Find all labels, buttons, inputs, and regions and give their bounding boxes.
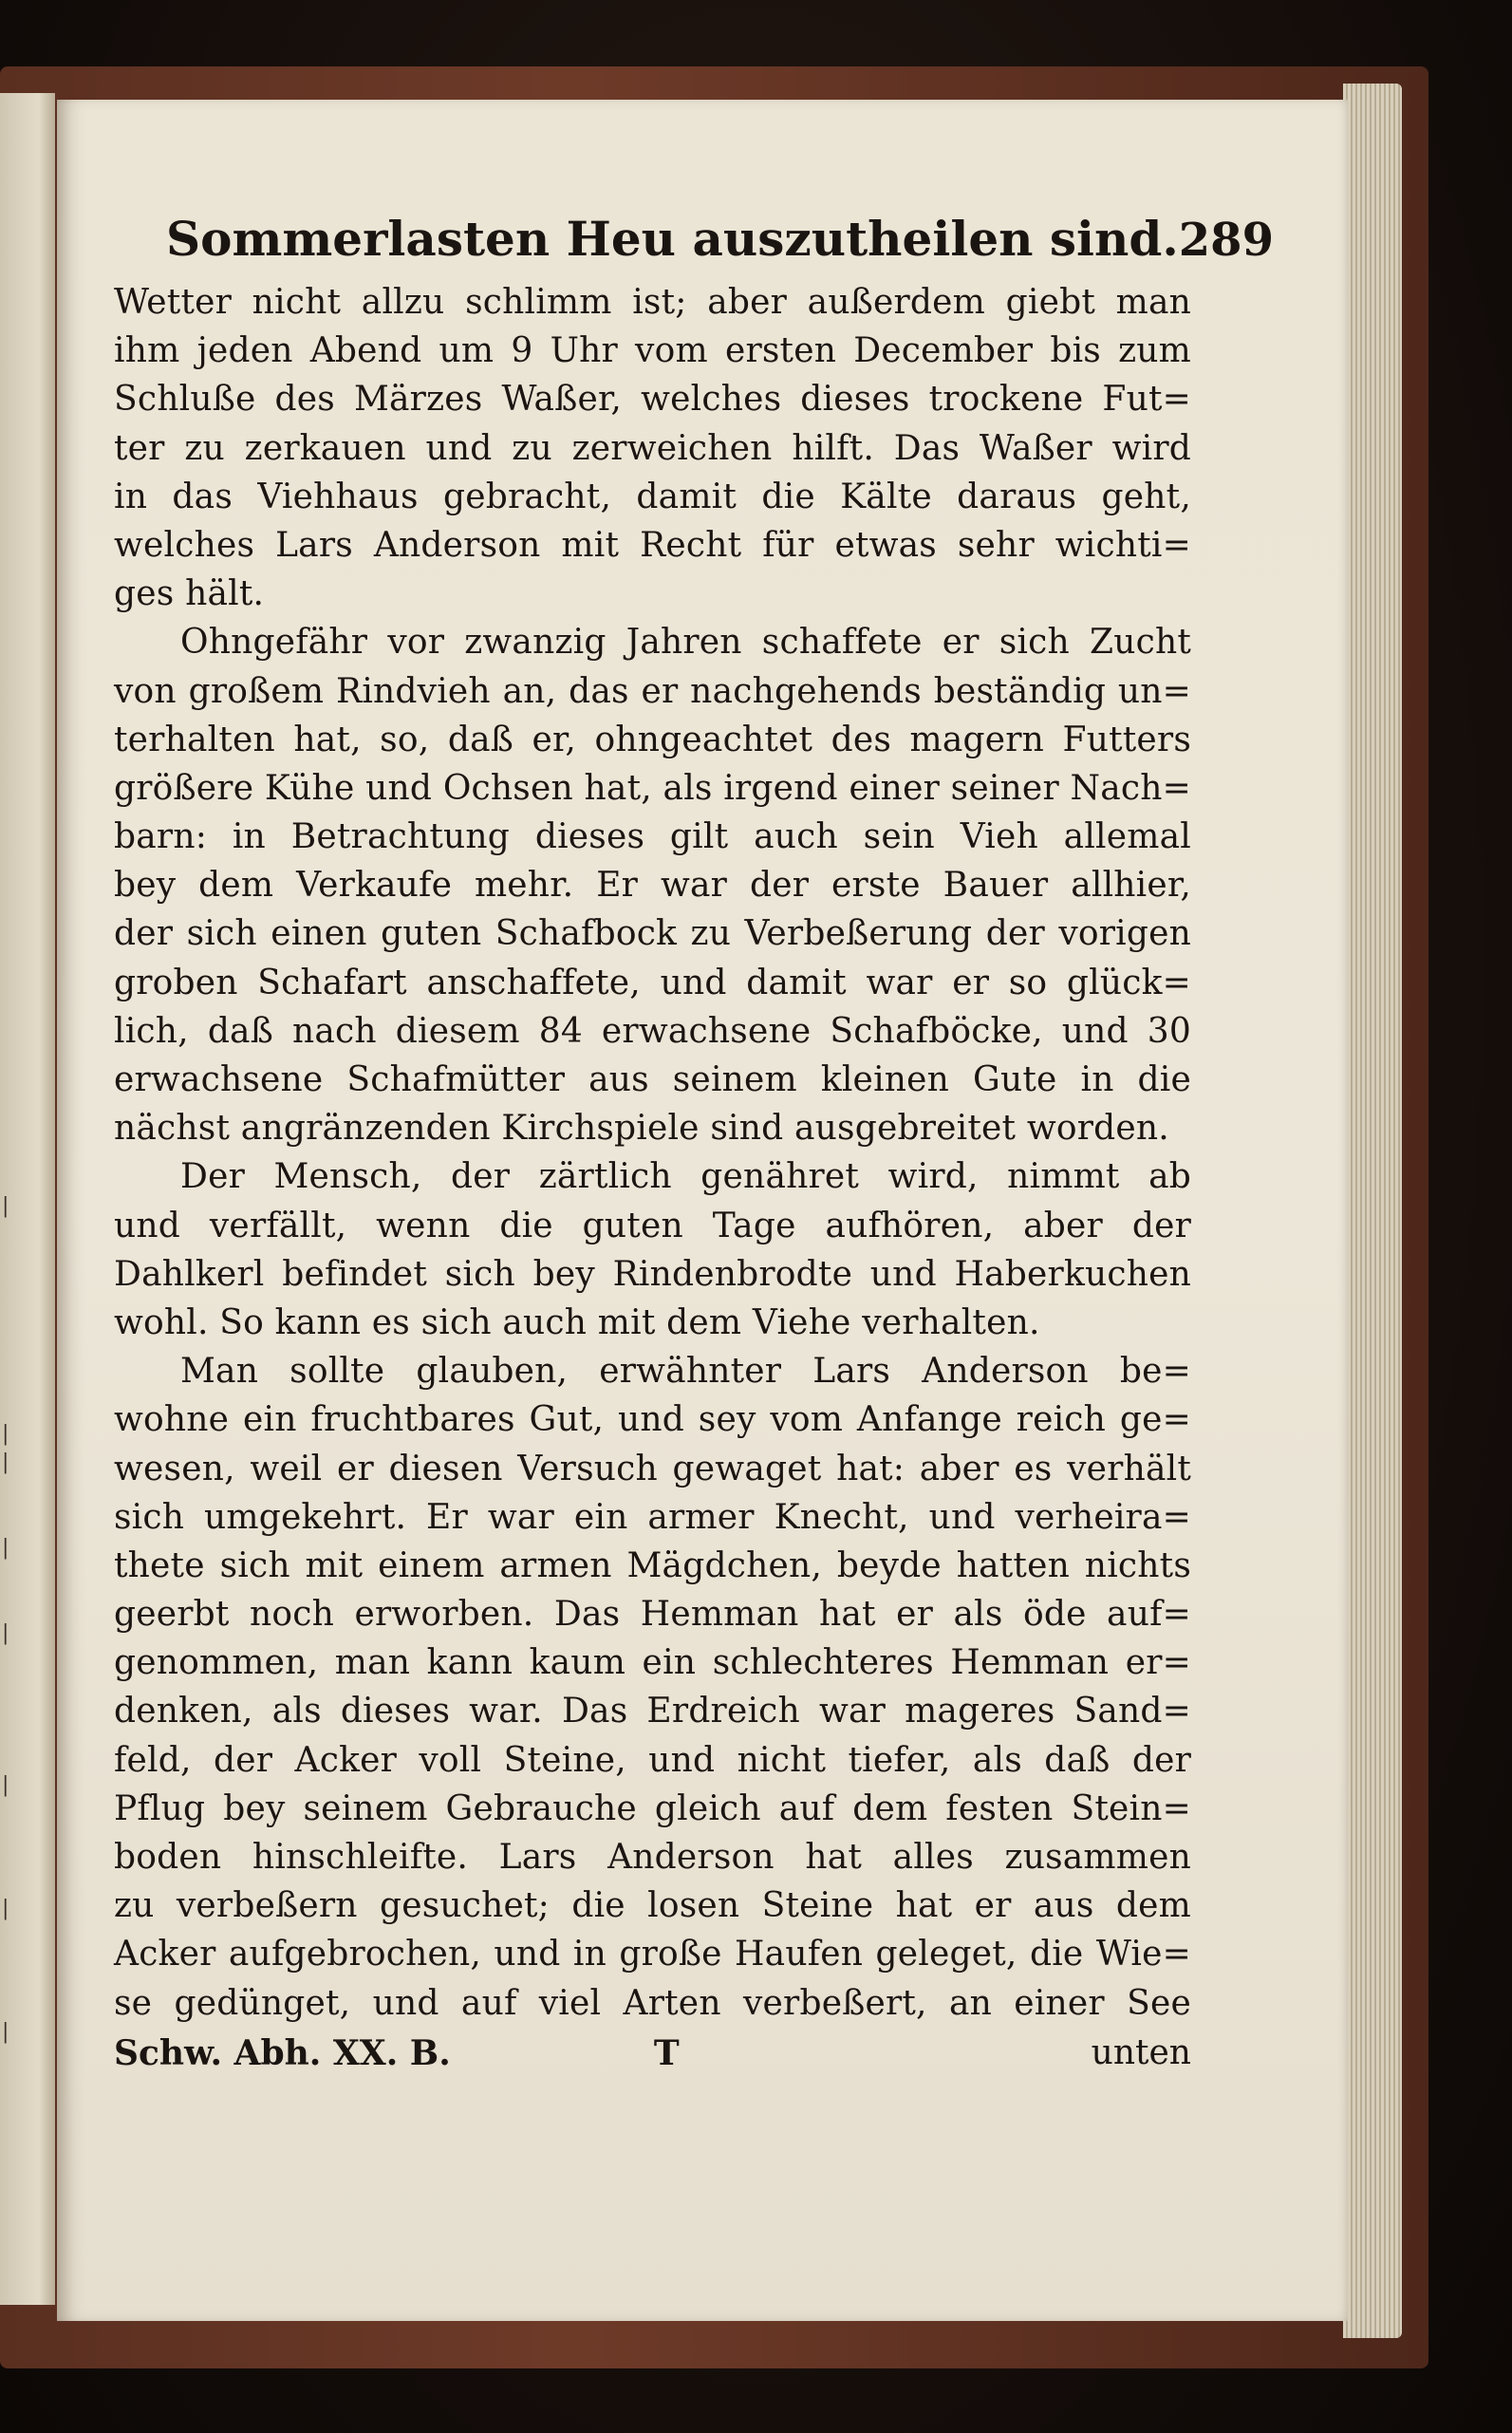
- text-line: nächst angränzenden Kirchspiele sind ausgebreitet worden.: [114, 1109, 1169, 1149]
- catchword: unten: [1091, 2032, 1191, 2072]
- paragraph-start-line: Ohngefähr vor zwanzig Jahren schaffete er sich Zucht: [180, 623, 1191, 663]
- text-line: ges hält.: [114, 574, 265, 614]
- text-line: Acker aufgebrochen, und in große Haufen geleget, die Wie=: [114, 1935, 1191, 1974]
- text-line: ihm jeden Abend um 9 Uhr vom ersten December bis zum: [114, 331, 1191, 371]
- text-line: Pflug bey seinem Gebrauche gleich auf dem festen Stein=: [114, 1788, 1191, 1828]
- previous-page-marks: | | | | | | | |: [2, 1194, 9, 2044]
- text-line: der sich einen guten Schafbock zu Verbeßerung der vorigen: [114, 914, 1191, 954]
- text-line: terhalten hat, so, daß er, ohngeachtet des magern Futters: [114, 720, 1191, 759]
- text-line: wohl. So kann es sich auch mit dem Viehe verhalten.: [114, 1302, 1040, 1342]
- text-line: in das Viehhaus gebracht, damit die Kälte daraus geht,: [114, 477, 1191, 516]
- text-line: thete sich mit einem armen Mägdchen, beyde hatten nichts: [114, 1545, 1191, 1585]
- text-block: [114, 209, 1274, 2077]
- text-line: genommen, man kann kaum ein schlechteres Hemman er=: [114, 1643, 1191, 1683]
- text-line: wesen, weil er diesen Versuch gewaget hat: aber es verhält: [114, 1449, 1191, 1488]
- paragraph-start-line: Man sollte glauben, erwähnter Lars Anderson be=: [180, 1352, 1191, 1392]
- page-edges: [1343, 84, 1402, 2338]
- previous-page-strip: [0, 93, 55, 2305]
- text-line: sich umgekehrt. Er war ein armer Knecht, und verheira=: [114, 1497, 1191, 1537]
- text-line: von großem Rindvieh an, das er nachgehends beständig un=: [114, 671, 1191, 711]
- book-page: [57, 100, 1348, 2321]
- text-line: wohne ein fruchtbares Gut, und sey vom Anfange reich ge=: [114, 1400, 1191, 1440]
- paragraph-start-line: Der Mensch, der zärtlich genähret wird, nimmt ab: [180, 1157, 1191, 1197]
- text-line: größere Kühe und Ochsen hat, als irgend einer seiner Nach=: [114, 768, 1191, 808]
- text-line: geerbt noch erworben. Das Hemman hat er als öde auf=: [114, 1595, 1191, 1635]
- text-line: lich, daß nach diesem 84 erwachsene Schafböcke, und 30: [114, 1011, 1191, 1051]
- volume-signature: Schw. Abh. XX. B.: [114, 2032, 451, 2073]
- text-line: denken, als dieses war. Das Erdreich war mageres Sand=: [114, 1692, 1191, 1731]
- text-line: Dahlkerl befindet sich bey Rindenbrodte und Haberkuchen: [114, 1254, 1191, 1294]
- text-line: und verfällt, wenn die guten Tage aufhören, aber der: [114, 1206, 1191, 1245]
- text-line: zu verbeßern gesuchet; die losen Steine hat er aus dem: [114, 1886, 1191, 1926]
- text-line: Schluße des Märzes Waßer, welches dieses trockene Fut=: [114, 380, 1191, 420]
- running-head: [114, 209, 1274, 271]
- text-line: ter zu zerkauen und zu zerweichen hilft. Das Waßer wird: [114, 428, 1191, 468]
- text-line: Wetter nicht allzu schlimm ist; aber außerdem giebt man: [114, 283, 1191, 322]
- signature-mark: T: [653, 2032, 680, 2073]
- text-line: se gedünget, und auf viel Arten verbeßert, an einer See: [114, 1983, 1191, 2023]
- text-line: feld, der Acker voll Steine, und nicht tiefer, als daß der: [114, 1740, 1191, 1780]
- text-line: groben Schafart anschaffete, und damit war er so glück=: [114, 963, 1191, 1002]
- running-head-title: Sommerlasten Heu auszutheilen sind.: [166, 211, 1179, 267]
- text-line: erwachsene Schafmütter aus seinem kleinen Gute in die: [114, 1060, 1191, 1099]
- text-line: bey dem Verkaufe mehr. Er war der erste Bauer allhier,: [114, 866, 1191, 906]
- page-footer: [114, 2030, 1191, 2077]
- text-line: barn: in Betrachtung dieses gilt auch sein Vieh allemal: [114, 817, 1191, 857]
- page-number: 289: [1178, 214, 1274, 267]
- text-line: boden hinschleifte. Lars Anderson hat alles zusammen: [114, 1838, 1191, 1877]
- text-line: welches Lars Anderson mit Recht für etwas sehr wichti=: [114, 525, 1191, 565]
